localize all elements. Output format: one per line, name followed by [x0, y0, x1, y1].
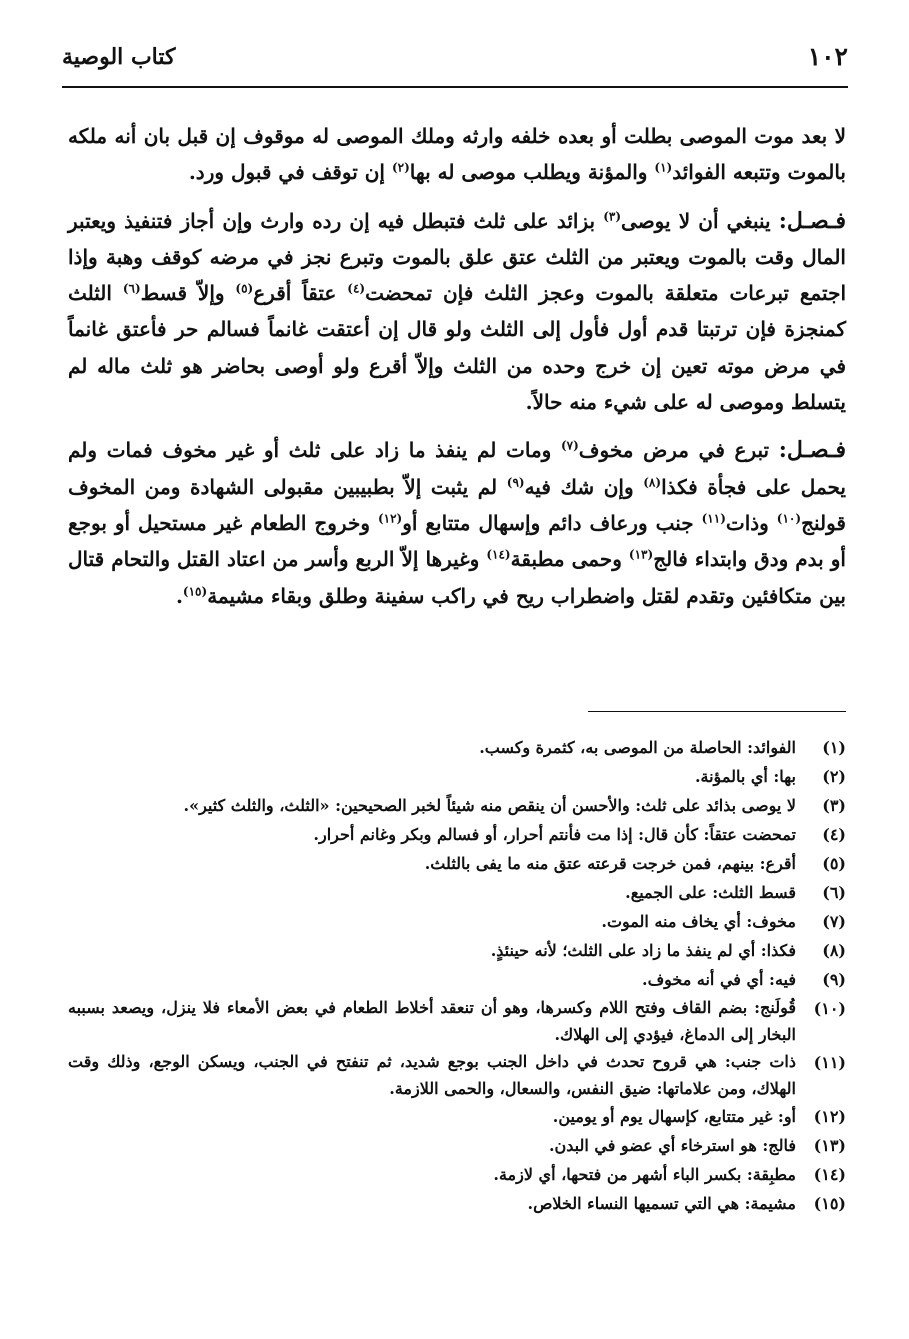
footnote-number: (٨)	[822, 941, 846, 960]
footnote-text: الفوائد: الحاصلة من الموصى به، كثمرة وكسب.	[479, 738, 796, 757]
footnote-text: تمحضت عتقاً: كأن قال: إذا مت فأنتم أحرار، أو فسالم وبكر وغانم أحرار.	[313, 825, 796, 844]
footnote-number: (٩)	[822, 970, 846, 989]
running-title: كتاب الوصية	[62, 44, 176, 70]
footnote-ref-13[interactable]: (١٣)	[628, 547, 654, 562]
footnote-text: مطبِقة: بكسر الباء أشهر من فتحها، أي لازمة.	[493, 1165, 796, 1184]
main-text	[68, 118, 846, 614]
footnote-number: (٧)	[822, 912, 846, 931]
footnote-number: (١٢)	[813, 1107, 846, 1126]
footnote-ref-4[interactable]: (٤)	[347, 281, 366, 296]
footnote-text: مشيمة: هي التي تسميها النساء الخلاص.	[527, 1194, 796, 1213]
footnote-ref-11[interactable]: (١١)	[701, 511, 726, 526]
footnote-item	[68, 907, 846, 936]
footnote-number: (١٣)	[813, 1136, 846, 1155]
footnote-item	[68, 965, 846, 994]
footnote-ref-3[interactable]: (٣)	[603, 208, 622, 223]
section-label: فـصـل:	[778, 437, 846, 464]
footnote-item	[68, 936, 846, 965]
section-label: فـصـل:	[778, 207, 846, 234]
header-rule	[62, 86, 848, 88]
footnote-item	[68, 733, 846, 762]
footnote-text: ذات جنب: هي قروح تحدث في داخل الجنب بوجع شديد، ثم تنفتح في الجنب، ويسكن الوجع، وذلك وقت الهلاك، ومن علاماتها: ضيق النفس، والسعال، والحمى اللازمة.	[68, 1052, 797, 1098]
paragraph-2: فـصـل: ينبغي أن لا يوصى$^{(٣)}$ بزائد على ثلث فتبطل فيه إن رده وارث وإن أجاز فتنفيذ ويعتبر المال وقت بالموت ويعتبر من الثلث عتق علق بالموت وتبرع نجز في مرضه كوقف وهبة وإذا اجتمع تبرعات متعلقة بالموت وعجز الثلث فإن تمحضت$^{(٤)}$ عتقاً أقرع$^{(٥)}$ وإلاّ قسط$^{(٦)}$ الثلث كمنجزة فإن ترتبتا قدم أول فأول إلى الثلث ولو قال إن أعتقت غانماً فسالم حر فأعتق غانماً في مرض موته تعين إن خرج وحده من الثلث وإلاّ أقرع ولو أوصى بحاضر هو ثلث ماله لم يتسلط وموصى له على شيء منه حالاً.	[68, 207, 846, 415]
footnote-text: قسط الثلث: على الجميع.	[625, 883, 796, 902]
footnote-text: مخوف: أي يخاف منه الموت.	[601, 912, 796, 931]
footnote-text: أو: غير متتابع، كإسهال يوم أو يومين.	[552, 1107, 796, 1126]
footnote-number: (١٥)	[813, 1194, 846, 1213]
footnote-item	[68, 1102, 846, 1131]
footnote-number: (١)	[822, 738, 846, 757]
footnote-item	[68, 1131, 846, 1160]
footnote-number: (٥)	[822, 854, 846, 873]
footnote-ref-9[interactable]: (٩)	[506, 475, 525, 490]
footnote-item	[68, 762, 846, 791]
footnote-item	[68, 849, 846, 878]
footnote-text: لا يوصى بذائد على ثلث: والأحسن أن ينقص منه شيئاً لخبر الصحيحين: «الثلث، والثلث كثير».	[183, 796, 796, 815]
footnote-text: بها: أي بالمؤنة.	[694, 767, 796, 786]
page-number: ١٠٢	[807, 42, 848, 71]
footnote-number: (٢)	[822, 767, 846, 786]
footnote-item	[68, 1189, 846, 1218]
footnote-ref-6[interactable]: (٦)	[122, 281, 141, 296]
footnote-number: (١٤)	[813, 1165, 846, 1184]
footnote-item	[68, 791, 846, 820]
footnote-ref-1[interactable]: (١)	[654, 160, 673, 175]
paragraph-1: لا بعد موت الموصى بطلت أو بعده خلفه وارثه وملك الموصى له موقوف إن قبل بان أنه ملكه بالموت وتتبعه الفوائد$^{(١)}$ والمؤنة ويطلب موصى له بها$^{(٢)}$ إن توقف في قبول ورد.	[68, 124, 846, 185]
footnote-ref-14[interactable]: (١٤)	[486, 547, 511, 562]
footnote-item	[68, 820, 846, 849]
footnote-ref-7[interactable]: (٧)	[560, 438, 579, 453]
footnote-ref-12[interactable]: (١٢)	[377, 511, 403, 526]
footnote-text: أقرع: بينهم، فمن خرجت قرعته عتق منه ما يفى بالثلث.	[424, 854, 796, 873]
footnote-number: (١٠)	[813, 999, 846, 1018]
footnote-item	[68, 994, 846, 1048]
footnote-number: (٣)	[822, 796, 846, 815]
footnote-number: (٤)	[822, 825, 846, 844]
footnote-ref-2[interactable]: (٢)	[391, 160, 410, 175]
page-header	[62, 40, 848, 80]
footnote-number: (٦)	[822, 883, 846, 902]
footnote-number: (١١)	[813, 1053, 846, 1072]
footnote-item	[68, 878, 846, 907]
footnote-text: قُولَنج: بضم القاف وفتح اللام وكسرها، وهو أن تنعقد أخلاط الطعام في بعض الأمعاء فلا ينزل، ويصعد بسببه البخار إلى الدماغ، فيؤدي إلى الهلاك.	[68, 998, 796, 1044]
footnote-text: فيه: أي في أنه مخوف.	[642, 970, 796, 989]
paragraph-3: فـصـل: تبرع في مرض مخوف$^{(٧)}$ ومات لم ينفذ ما زاد على ثلث أو غير مخوف فمات ولم يحمل على فجأة فكذا$^{(٨)}$ وإن شك فيه$^{(٩)}$ لم يثبت إلاّ بطبيبين مقبولى الشهادة ومن المخوف قولنج$^{(١٠)}$ وذات$^{(١١)}$ جنب ورعاف دائم وإسهال متتابع أو$^{(١٢)}$ وخروج الطعام غير مستحيل أو بوجع أو بدم ودق وابتداء فالج$^{(١٣)}$ وحمى مطبقة$^{(١٤)}$ وغيرها إلاّ الربع وأسر من اعتاد القتل والتحام قتال بين متكافئين وتقدم لقتل واضطراب ريح في راكب سفينة وطلق وبقاء مشيمة$^{(١٥)}$.	[68, 437, 846, 608]
footnote-item	[68, 1160, 846, 1189]
footnote-ref-8[interactable]: (٨)	[643, 475, 662, 490]
footnote-ref-10[interactable]: (١٠)	[776, 511, 802, 526]
footnote-separator	[588, 711, 846, 712]
footnote-text: فكذا: أي لم ينفذ ما زاد على الثلث؛ لأنه حينئذٍ.	[490, 941, 796, 960]
footnotes	[68, 733, 846, 1218]
footnote-text: فالج: هو استرخاء أي عضو في البدن.	[548, 1136, 796, 1155]
footnote-item	[68, 1048, 846, 1102]
footnote-ref-15[interactable]: (١٥)	[182, 583, 208, 598]
footnote-ref-5[interactable]: (٥)	[235, 281, 254, 296]
